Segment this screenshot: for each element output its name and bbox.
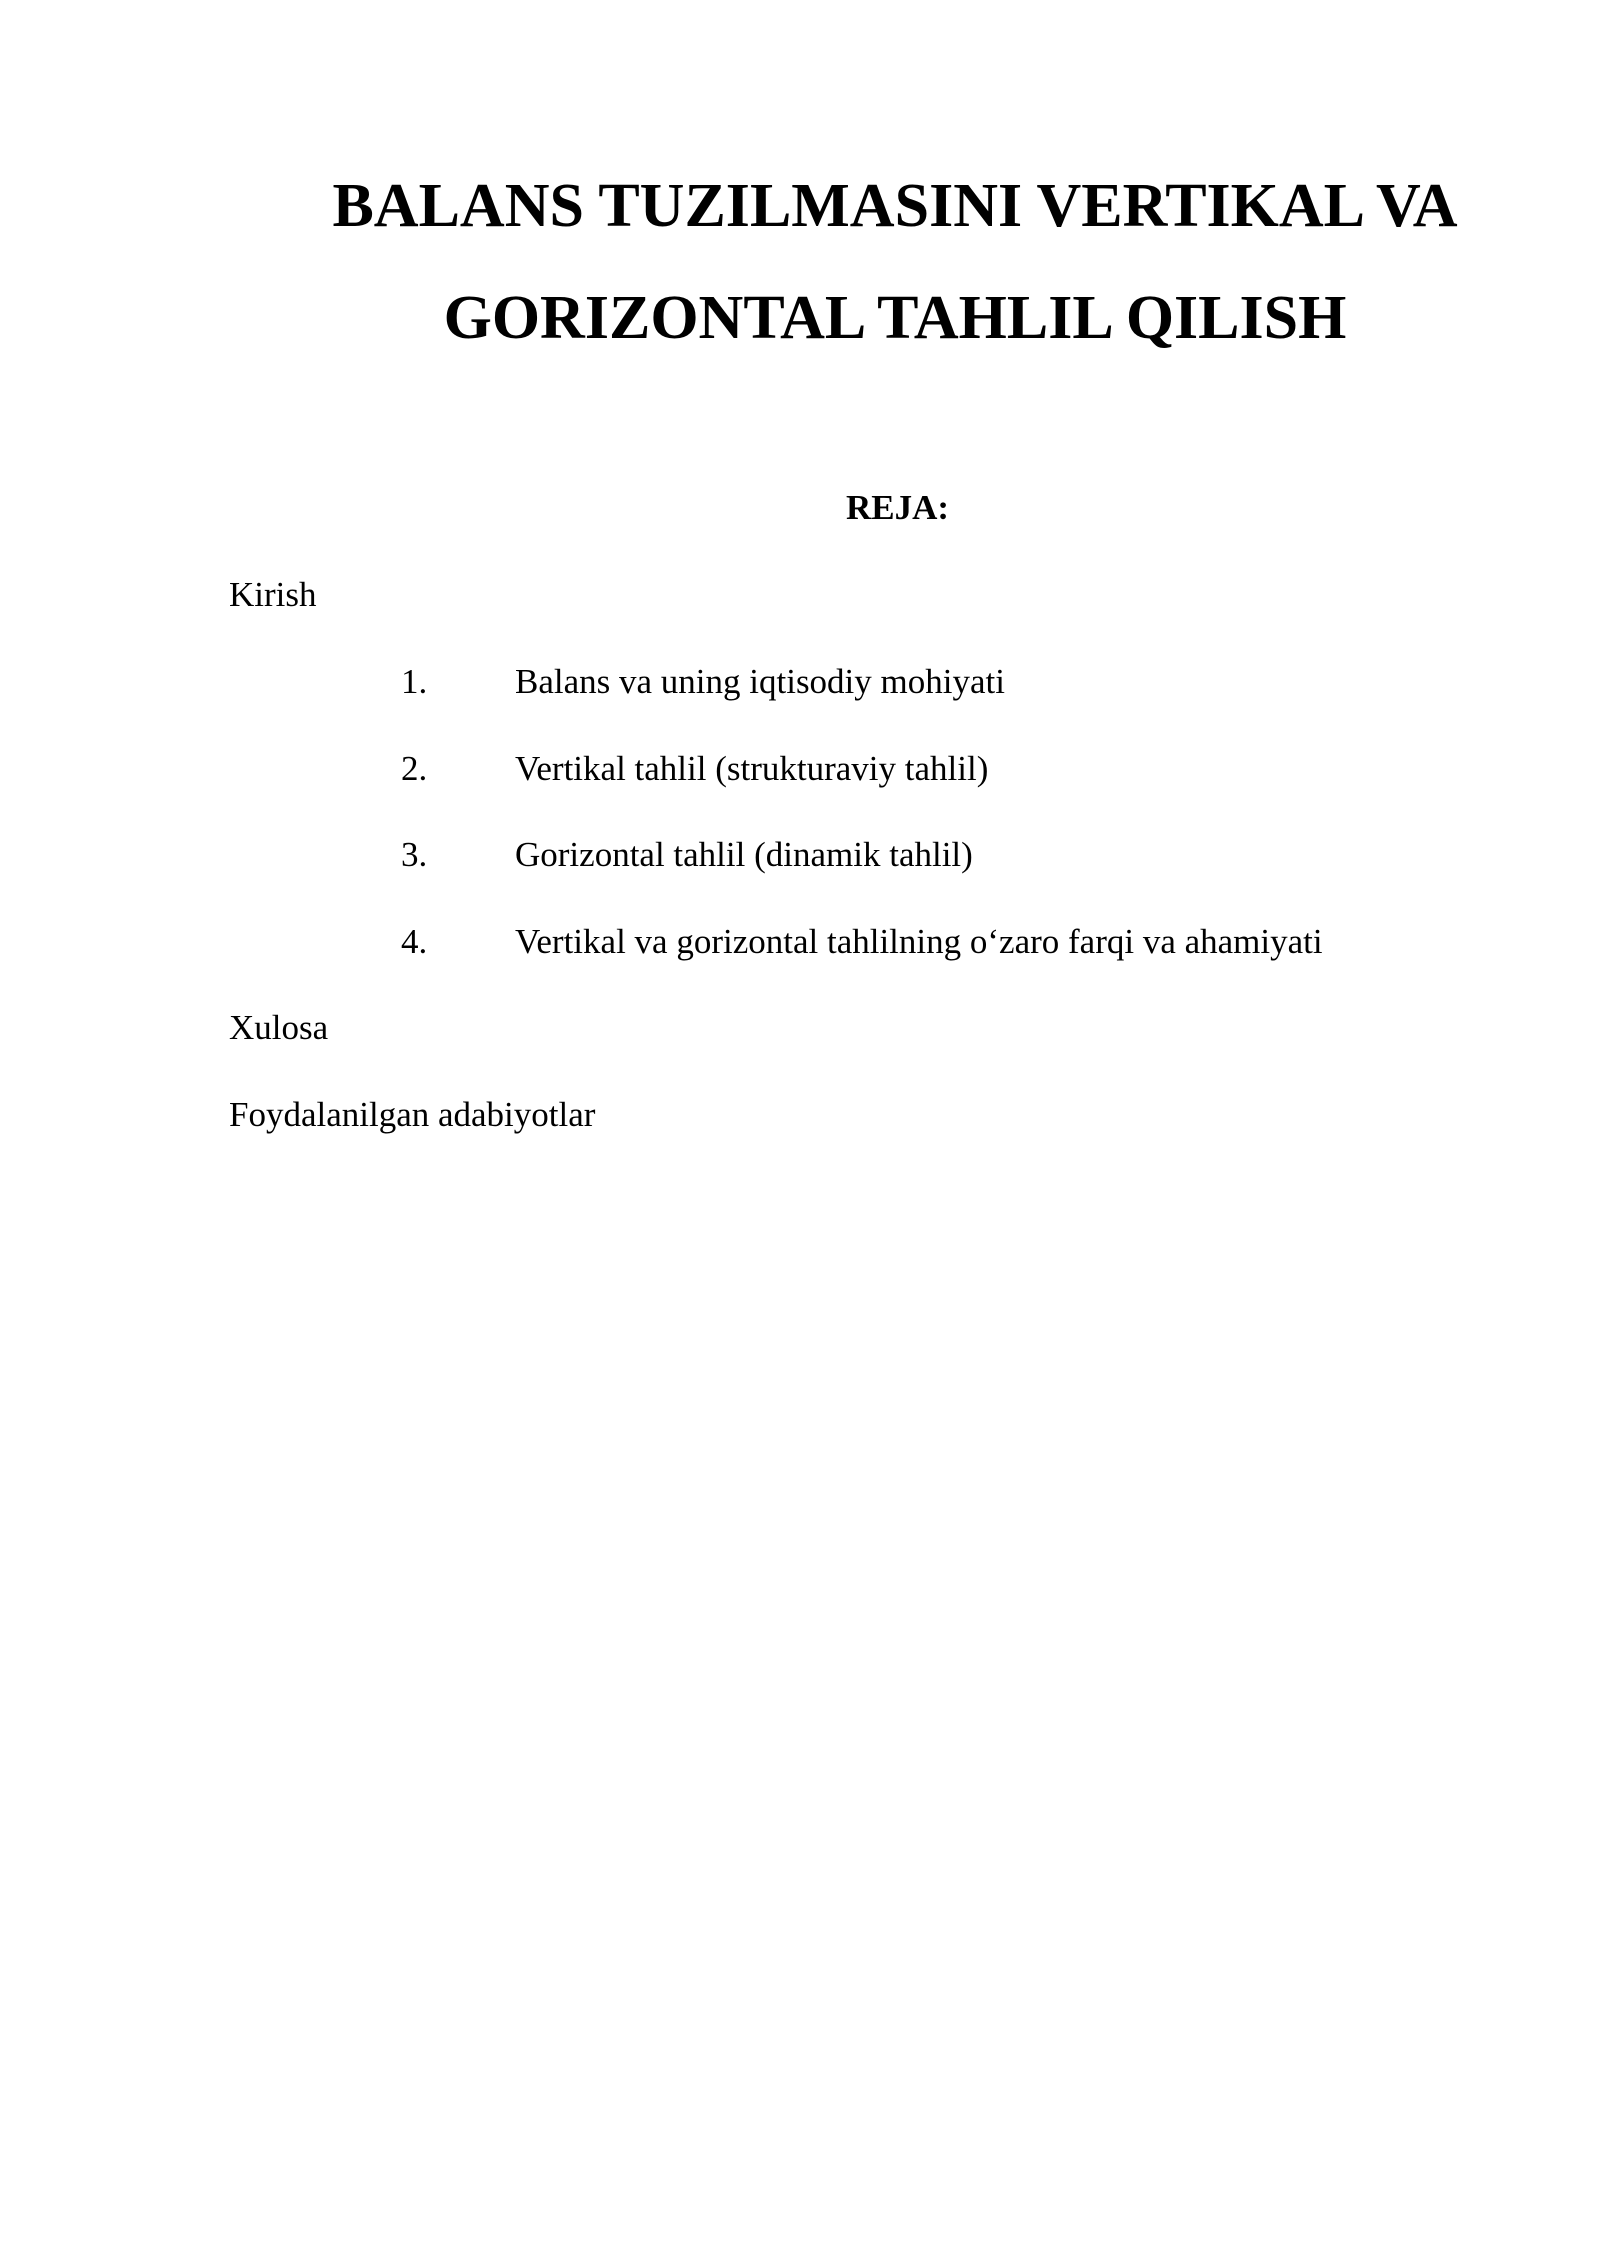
document-title-line-1: BALANS TUZILMASINI VERTIKAL VA (332, 172, 1458, 240)
document-title (230, 150, 1560, 374)
plan-item-text: Vertikal va gorizontal tahlilning o‘zaro farqi va ahamiyati (515, 922, 1323, 961)
plan-item-text: Gorizontal tahlil (dinamik tahlil) (515, 835, 973, 874)
plan-item-number: 4. (401, 922, 428, 961)
plan-item-number: 3. (401, 835, 428, 874)
plan-heading: REJA: (845, 488, 950, 527)
plan-item-text: Balans va uning iqtisodiy mohiyati (515, 662, 1005, 701)
plan-item-number: 2. (401, 749, 428, 788)
plan-item-number: 1. (401, 662, 428, 701)
document-title-line-2: GORIZONTAL TAHLIL QILISH (443, 284, 1347, 352)
plan-item-1 (0, 652, 1600, 712)
plan-item-4 (0, 912, 1600, 972)
intro-entry: Kirish (229, 575, 317, 614)
plan-item-3 (0, 825, 1600, 885)
references-entry: Foydalanilgan adabiyotlar (229, 1095, 596, 1134)
plan-item-2 (0, 739, 1600, 799)
plan-item-text: Vertikal tahlil (strukturaviy tahlil) (515, 749, 989, 788)
conclusion-entry: Xulosa (229, 1008, 329, 1047)
